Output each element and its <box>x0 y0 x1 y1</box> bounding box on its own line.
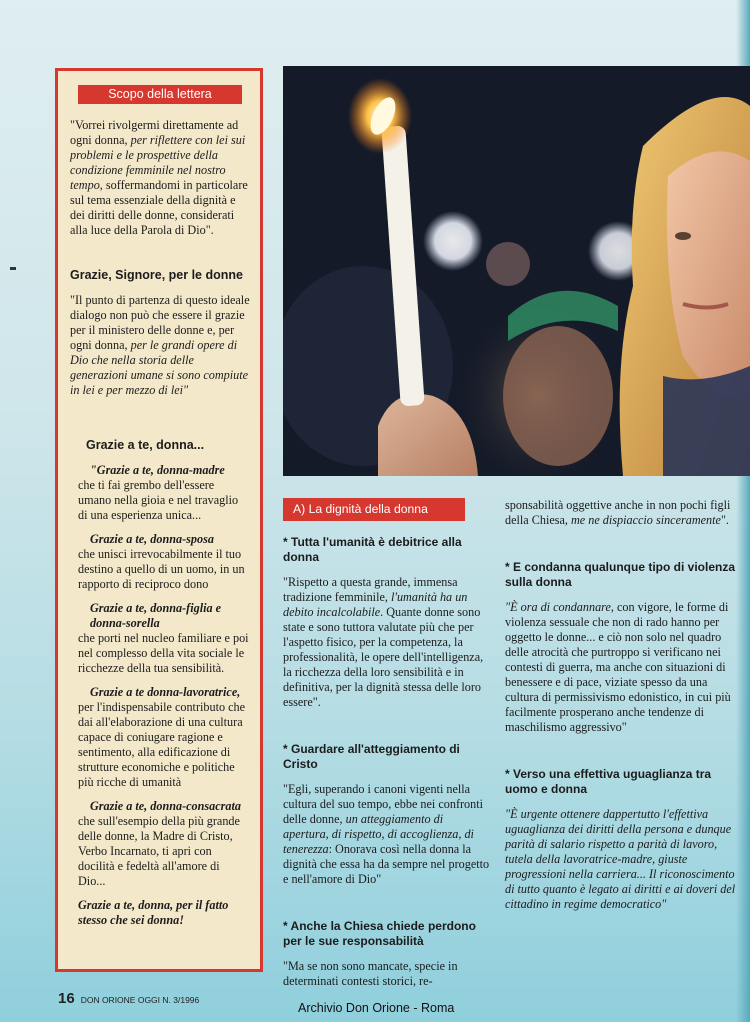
paragraph-umanita-italic: l'umanità ha un debito incalcolabile <box>283 590 468 619</box>
paragraph-cristo-plain: "Egli, superando i canoni vigenti nella cultura del suo tempo, ebbe nei confronti delle donne, <box>283 782 484 826</box>
grazie-item-title: Grazie a te, donna-consacrata <box>90 799 241 813</box>
paragraph-chiesa: "Ma se non sono mancate, specie in determinati contesti storici, re- <box>283 959 458 988</box>
paragraph-umanita <box>283 575 491 710</box>
intro-quote-rest: , soffermandomi in particolare sul tema essenziale della dignità e dei diritti delle donne, considerati alla luce della Parola di Dio". <box>70 178 248 237</box>
paragraph-violenza-rest: , con vigore, le forme di violenza sessuale che non di rado hanno per oggetto le donne... e ciò non solo nel quadro delle atrocità che purtroppo si verificano nei contesti di guerra, ma anche con situazioni di benessere e di pace, viziate spesso da una cultura di permissivismo edonistico, in cui più facilmente prosperano anche tendenze di maschilismo aggressivo" <box>505 600 731 734</box>
letter-purpose-box <box>55 68 263 972</box>
subheading-uguaglianza: * Verso una effettiva uguaglianza tra uomo e donna <box>505 767 712 796</box>
subheading-umanita: * Tutta l'umanità è debitrice alla donna <box>283 535 462 564</box>
candle-photo <box>283 66 750 476</box>
grazie-item <box>70 685 250 790</box>
grazie-item-body: per l'indispensabile contributo che dai all'elaborazione di una cultura capace di coniugare ragione e sentimento, alla edificazione di strutture economiche e politiche più ricche di umanità <box>78 700 246 789</box>
paragraph-violenza <box>505 600 740 735</box>
paragraph-cristo-italic: un atteggiamento di apertura, di rispetto, di accoglienza, di tenerezza <box>283 812 474 856</box>
paragraph-responsabilita-italic: me ne dispiaccio sinceramente <box>571 513 721 527</box>
paragraph-responsabilita <box>505 498 740 528</box>
paragraph-uguaglianza: "È urgente ottenere dappertutto l'effettiva uguaglianza dei diritti della persona e dunque parità di salario rispetto a parità di lavoro, tutela della lavoratrice-madre, giuste progressioni nella carriera... Il riconoscimento di tutto quanto è legato ai diritti e ai doveri del cittadino in regime democratico" <box>505 807 736 911</box>
grazie-item-title: Grazie a te donna-lavoratrice, <box>90 685 241 699</box>
magazine-issue: DON ORIONE OGGI N. 3/1996 <box>80 995 200 1005</box>
middle-column <box>283 498 491 999</box>
candle-photo-illustration <box>283 66 750 476</box>
grazie-item-body: che sull'esempio della più grande delle donne, la Madre di Cristo, Verbo Incarnato, ti apri con docilità e fedeltà all'amore di Dio... <box>78 814 240 888</box>
box-title: Scopo della lettera <box>78 85 242 104</box>
paragraph-responsabilita-plain: sponsabilità oggettive anche in non pochi figli della Chiesa, <box>505 498 731 527</box>
archive-credit: Archivio Don Orione - Roma <box>298 1001 455 1015</box>
heading-grazie-signore: Grazie, Signore, per le donne <box>70 268 243 282</box>
grazie-item-title: Grazie a te, donna-figlia e donna-sorella <box>90 601 222 630</box>
paragraph-umanita-plain: "Rispetto a questa grande, immensa tradizione femminile, <box>283 575 458 604</box>
paragraph-cristo-rest: : Onorava così nella donna la dignità che essa ha da sempre nel progetto e nell'amore di Dio" <box>283 842 490 886</box>
heading-grazie-a-te: Grazie a te, donna... <box>86 438 205 452</box>
grazie-item <box>70 601 250 676</box>
second-quote <box>70 293 250 398</box>
grazie-item-body: che unisci irrevocabilmente il tuo destino a quello di un uomo, in un rapporto di reciproco dono <box>78 547 245 591</box>
intro-quote-italic: per riflettere con lei sui problemi e le prospettive della condizione femminile nel nostro tempo <box>70 133 246 192</box>
section-heading-dignita: A) La dignità della donna <box>283 498 465 521</box>
grazie-item <box>70 463 250 523</box>
grazie-item-body: che porti nel nucleo familiare e poi nel complesso della vita sociale le ricchezze della tua sensibilità. <box>78 631 249 675</box>
grazie-item-title: Grazie a te, donna-sposa <box>90 532 214 546</box>
intro-quote <box>70 118 250 238</box>
page-footer <box>58 990 199 1007</box>
final-thanks: Grazie a te, donna, per il fatto stesso che sei donna! <box>78 898 229 927</box>
grazie-item-title: "Grazie a te, donna-madre <box>90 463 225 477</box>
grazie-item <box>70 799 250 889</box>
subheading-chiesa: * Anche la Chiesa chiede perdono per le sue responsabilità <box>283 919 476 948</box>
paragraph-umanita-rest: . Quante donne sono state e sono tuttora valutate più che per l'aspetto fisico, per la competenza, la professionalità, le opere dell'intelligenza, la ricchezza della loro sensibilità e in definitiva, per la dignità stessa delle loro essere". <box>283 605 484 709</box>
paragraph-responsabilita-rest: ". <box>720 513 729 527</box>
subheading-violenza: * E condanna qualunque tipo di violenza sulla donna <box>505 560 736 589</box>
intro-quote-plain: "Vorrei rivolgermi direttamente ad ogni donna, <box>70 118 239 147</box>
margin-mark <box>10 267 16 270</box>
second-quote-italic: per le grandi opere di Dio che nella storia delle generazioni umane si sono compiute in lei e per mezzo di lei" <box>70 338 249 397</box>
grazie-item <box>70 532 250 592</box>
second-quote-plain: "Il punto di partenza di questo ideale dialogo non può che essere il grazie per il ministero delle donne e, per ogni donna, <box>70 293 250 352</box>
grazie-item-body: che ti fai grembo dell'essere umano nella gioia e nel travaglio di una esperienza unica... <box>78 478 239 522</box>
subheading-cristo: * Guardare all'atteggiamento di Cristo <box>283 742 460 771</box>
paragraph-violenza-italic: "È ora di condannare <box>505 600 611 614</box>
page-number: 16 <box>58 990 75 1007</box>
right-column <box>505 498 740 922</box>
paragraph-cristo <box>283 782 491 887</box>
